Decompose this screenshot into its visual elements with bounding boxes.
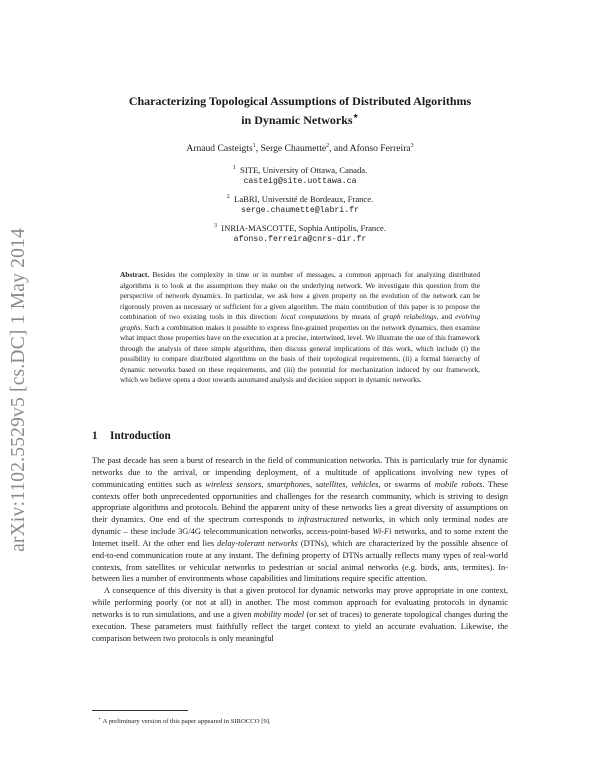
paragraph-text: The past decade has seen a burst of research in the field of communication networks. This is particularly true for dynamic networks due to the arrival, or impending deployment, of a multitude of applications involving new types of communicating entities such as — [92, 456, 508, 489]
body-text — [92, 455, 508, 645]
title-line-2 — [80, 109, 520, 128]
title-line-1: Characterizing Topological Assumptions of Distributed Algorithms — [128, 94, 472, 108]
author-name: Afonso Ferreira — [349, 143, 411, 155]
paragraph-text: , or swarms of — [378, 479, 435, 489]
emphasis: vehicles — [351, 479, 379, 489]
abstract-emphasis: evolving graphs — [120, 312, 481, 332]
author-list — [80, 143, 520, 154]
author-separator: , — [255, 143, 261, 155]
footnote — [98, 715, 498, 726]
affiliation-email: afonso.ferreira@cnrs-dir.fr — [233, 234, 367, 244]
abstract-emphasis: local computations — [280, 312, 339, 322]
emphasis: Wi-Fi — [372, 527, 392, 537]
emphasis: wireless sensors — [205, 479, 262, 489]
paragraph-text: , — [309, 479, 316, 489]
emphasis: smartphones — [267, 479, 310, 489]
affiliation-institution: LaBRI, Université de Bordeaux, France. — [234, 193, 374, 204]
affiliation-number: 2 — [226, 194, 230, 200]
paragraph-text: A consequence of this diversity is that a given protocol for dynamic networks may prove appropriate in one context, while performing poorly (or not at all) in another. The most common approach for evaluating protocols in dynamic networks is to run simulations, and use a given — [92, 586, 508, 619]
author-separator: , and — [329, 143, 350, 155]
abstract-label: Abstract. — [120, 270, 150, 279]
author-affil-mark: 2 — [326, 143, 330, 149]
affiliation-institution: SITE, University of Ottawa, Canada. — [240, 164, 368, 175]
footnote-text: A preliminary version of this paper appeared in SIROCCO [9]. — [101, 718, 271, 726]
author-affil-mark: 3 — [410, 143, 414, 149]
emphasis: mobile robots — [434, 479, 483, 489]
abstract — [120, 270, 480, 386]
paragraph-text: (DTNs), which are characterized by the possible absence of end-to-end communication route at any instant. The defining property of DTNs actually reflects many types of real-world contexts, from satellites or vehicular networks to pedestrian or social animal networks (e.g. birds, ants, termites). In-between lies a number of environments whose capabilities and limitations require specific attention. — [92, 538, 509, 584]
affiliation-institution: INRIA-MASCOTTE, Sophia Antipolis, France. — [221, 222, 386, 233]
paragraph-text: . These contexts offer both unprecedented opportunities and challenges for the research community, which is striving to design appropriate algorithms and protocols. Behind the apparent unity of these networks lies a great diversity of assumptions on their dynamics. One end of the spectrum corresponds to — [92, 479, 508, 525]
abstract-text: by means of — [338, 312, 383, 322]
abstract-text: . Such a combination makes it possible to express fine-grained properties on the network dynamics, then examine what impact those properties have on the execution at a precise, intertwined, level. We illustrate the use of this framework through the analysis of three simple algorithms, then discuss general implications of this work, which include (i) the possibility to compare distributed algorithms on the basis of their topological requirements, (ii) a formal hierarchy of dynamic networks based on these requirements, and (iii) the potential for mechanization induced by our framework, which we believe opens a door towards automated analysis and decision support in dynamic networks. — [120, 322, 480, 385]
paper-title — [80, 94, 520, 128]
paragraph-text: networks, in which only terminal nodes are dynamic – these include 3G/4G telecommunication networks, access-point-based — [92, 515, 508, 537]
title-footnote-mark: ⋆ — [352, 111, 359, 122]
paragraph-text: (or set of traces) to generate topological changes during the execution. These parameters must faithfully reflect the target context to yield an accurate evaluation. Likewise, the comparison between two protocols is only meaningful — [92, 609, 508, 643]
affiliation-email: casteig@site.uottawa.ca — [243, 176, 357, 186]
affiliation-number: 1 — [232, 165, 236, 171]
emphasis: infrastructured — [297, 515, 349, 525]
paragraph — [92, 455, 508, 585]
affiliation — [80, 163, 520, 187]
arxiv-identifier — [2, 180, 36, 600]
affiliation — [80, 192, 520, 216]
author-affil-mark: 1 — [252, 143, 256, 149]
arxiv-identifier-text: arXiv:1102.5529v5 [cs.DC] 1 May 2014 — [8, 228, 29, 552]
title-line-2-text: in Dynamic Networks — [241, 113, 353, 127]
emphasis: mobility model — [253, 609, 305, 619]
paragraph-text: , — [261, 479, 268, 489]
section-title: Introduction — [110, 430, 171, 442]
author-name: Serge Chaumette — [260, 143, 327, 155]
footnote-divider — [92, 710, 188, 711]
paragraph — [92, 585, 508, 644]
affiliation-number: 3 — [213, 223, 217, 229]
emphasis: delay-tolerant networks — [217, 538, 298, 548]
paragraph-text: , — [345, 479, 352, 489]
emphasis: satellites — [315, 479, 346, 489]
footnote-mark: ⋆ — [98, 717, 102, 722]
abstract-text: , and — [436, 312, 456, 322]
author-name: Arnaud Casteigts — [186, 143, 253, 155]
section-number: 1 — [92, 430, 98, 442]
affiliation-email: serge.chaumette@labri.fr — [241, 205, 359, 215]
paragraph-text: networks, and to some extent the Internet itself. At the other end lies — [92, 527, 508, 548]
section-heading — [92, 430, 171, 442]
abstract-emphasis: graph relabelings — [382, 312, 437, 322]
abstract-text: Besides the complexity in time or in number of messages, a common approach for analyzing distributed algorithms is to look at the assumptions they make on the underlying network. We investigate this question from the perspective of network dynamics. In particular, we ask how a given property on the evolution of the network can be rigorously proven as necessary or sufficient for a given algorithm. The main contribution of this paper is to propose the combination of two existing tools in this direction: — [120, 270, 480, 322]
affiliation — [80, 221, 520, 245]
